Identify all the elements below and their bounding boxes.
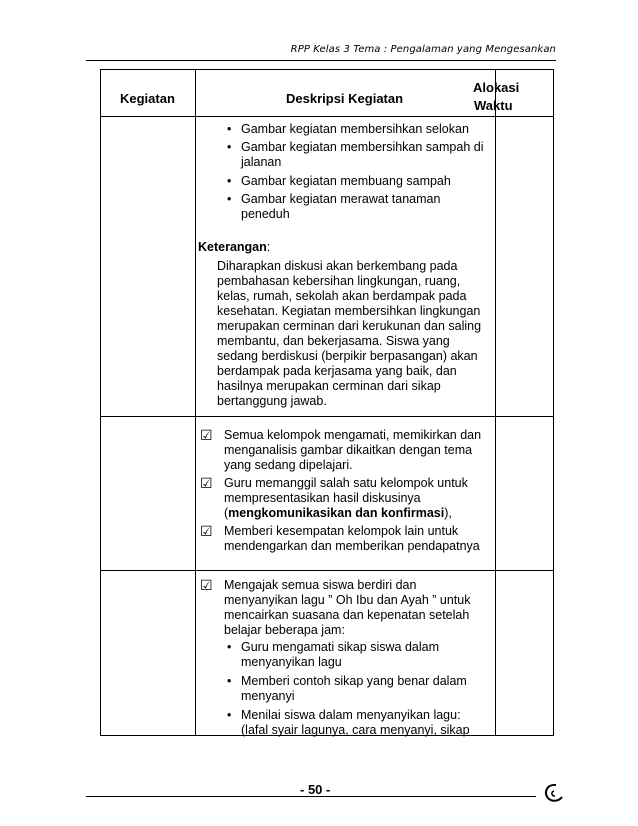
col-divider-1: [195, 70, 196, 735]
row-divider-header: [101, 116, 553, 117]
checkbox-icon: ☑: [200, 427, 213, 443]
list-item: Semua kelompok mengamati, memikirkan dan menganalisis gambar dikaitkan dengan tema yang sedang dipelajari.: [224, 428, 482, 472]
header-waktu: Waktu: [474, 98, 513, 113]
footer-rule: [86, 796, 536, 797]
header-kegiatan: Kegiatan: [120, 91, 175, 106]
running-header: RPP Kelas 3 Tema : Pengalaman yang Mengesankan: [290, 44, 556, 55]
page-number: - 50 -: [300, 782, 331, 797]
list-item: • Menilai siswa dalam menyanyikan lagu: (lafal syair lagunya, cara menyanyi, sikap: [227, 708, 470, 737]
checkbox-icon: ☑: [200, 523, 213, 539]
header-alokasi: Alokasi: [473, 80, 520, 95]
keterangan-heading: Keterangan:: [198, 240, 271, 254]
list-item: Memberi kesempatan kelompok lain untuk mendengarkan dan memberikan pendapatnya: [224, 524, 480, 553]
bullet-icon: •: [227, 192, 232, 206]
list-item: • Guru mengamati sikap siswa dalam menyanyikan lagu: [227, 640, 439, 669]
header-rule: [86, 60, 556, 61]
bullet-icon: •: [227, 674, 232, 688]
bullet-icon: •: [227, 122, 232, 136]
list-item: Mengajak semua siswa berdiri dan menyanyikan lagu ” Oh Ibu dan Ayah ” untuk mencairkan suasana dan kepenatan setelah belajar beberapa jam:: [224, 578, 471, 637]
row-divider-1: [101, 416, 553, 417]
header-deskripsi: Deskripsi Kegiatan: [286, 91, 404, 106]
list-item: • Gambar kegiatan membuang sampah: [227, 174, 451, 188]
bullet-icon: •: [227, 708, 232, 722]
list-item: • Gambar kegiatan membersihkan selokan: [227, 122, 469, 136]
row-divider-2: [101, 570, 553, 571]
list-item: • Memberi contoh sikap yang benar dalam menyanyi: [227, 674, 467, 703]
list-item: Guru memanggil salah satu kelompok untuk mempresentasikan hasil diskusinya (mengkomunikasikan dan konfirmasi),: [224, 476, 468, 520]
checkbox-icon: ☑: [200, 577, 213, 593]
checkbox-icon: ☑: [200, 475, 213, 491]
bullet-icon: •: [227, 640, 232, 654]
bullet-icon: •: [227, 174, 232, 188]
lesson-table: [100, 69, 554, 736]
list-item: • Gambar kegiatan merawat tanaman peneduh: [227, 192, 441, 221]
keterangan-paragraph: Diharapkan diskusi akan berkembang pada pembahasan kebersihan lingkungan, ruang, kelas, rumah, sekolah akan berdampak pada kesehatan. Kegiatan membersihkan lingkungan merupakan cerminan dari kerukunan dan saling membantu, dan bekerjasama. Siswa yang sedang berdiskusi (berpikir berpasangan) akan berdampak pada kerjasama yang baik, dan hasilnya merupakan cerminan dari sikap bertanggung jawab.: [217, 259, 482, 408]
list-item: • Gambar kegiatan membersihkan sampah di jalanan: [227, 140, 484, 169]
bullet-icon: •: [227, 140, 232, 154]
publisher-logo-icon: [540, 782, 566, 804]
